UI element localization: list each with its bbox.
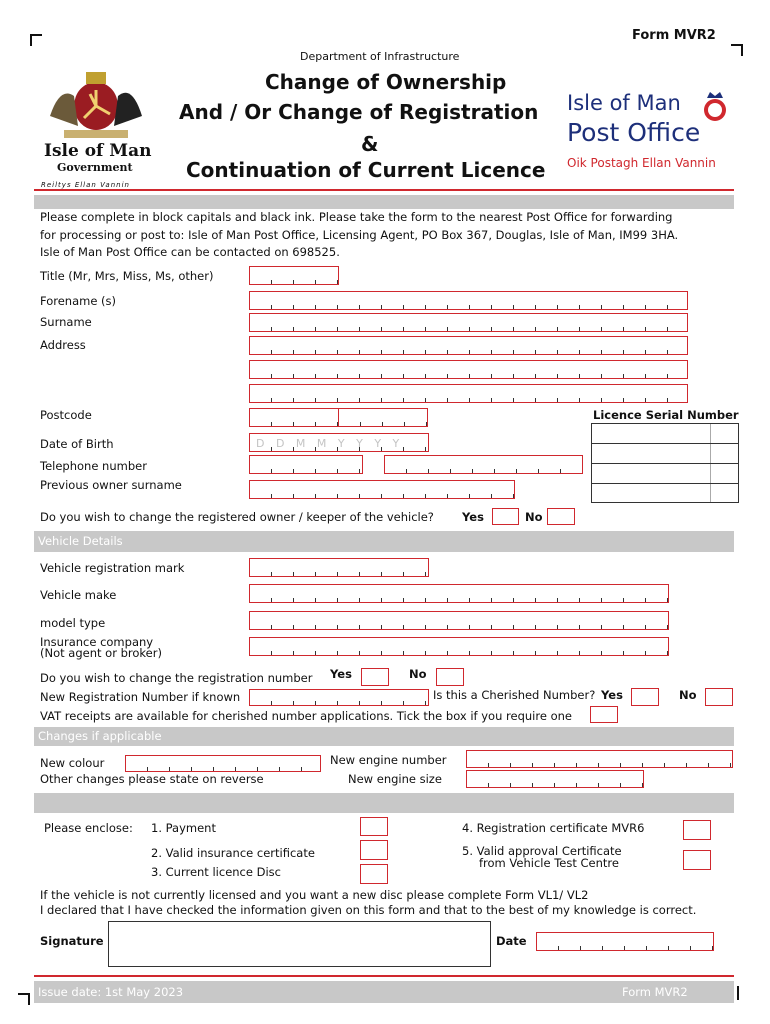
postcode-field-part-2[interactable] [338, 408, 428, 427]
crop-mark-bottom-left [18, 993, 30, 1005]
telephone-label: Telephone number [40, 459, 147, 473]
enclose-item-1-checkbox[interactable] [360, 817, 388, 836]
make-field[interactable] [249, 584, 669, 603]
gov-logo-motto: Reiltys Ellan Vannin [41, 181, 130, 189]
insurance-label-2: (Not agent or broker) [40, 646, 162, 660]
cherished-no-label: No [679, 688, 697, 702]
notes-line-1: If the vehicle is not currently licensed and you want a new disc please complete Form VL1/ VL2 [40, 888, 589, 902]
enclose-item-5-checkbox[interactable] [683, 850, 711, 870]
address-label: Address [40, 338, 86, 352]
licence-serial-grid[interactable] [591, 423, 739, 503]
change-owner-question: Do you wish to change the registered owner / keeper of the vehicle? [40, 510, 434, 524]
forename-label: Forename (s) [40, 294, 117, 308]
enclose-item-4: 4. Registration certificate MVR6 [462, 821, 645, 835]
postcode-label: Postcode [40, 408, 92, 422]
new-colour-field[interactable] [125, 755, 321, 772]
enclose-item-2: 2. Valid insurance certificate [151, 846, 315, 860]
enclose-item-5-line-2: from Vehicle Test Centre [479, 856, 619, 870]
title-line-2: And / Or Change of Registration [179, 100, 539, 124]
gov-logo-sub: Government [57, 161, 133, 174]
changes-heading: Changes if applicable [38, 729, 162, 743]
crop-mark-top-right [731, 44, 743, 56]
footer-band [34, 981, 734, 1003]
post-office-line-2: Post Office [567, 118, 701, 147]
department-label: Department of Infrastructure [300, 50, 460, 63]
signature-field[interactable] [108, 921, 491, 967]
licence-serial-label: Licence Serial Number [593, 408, 739, 422]
crop-mark-bottom-right [737, 986, 749, 1000]
title-line-1: Change of Ownership [265, 70, 507, 94]
dob-placeholder: D D M M Y Y Y Y [256, 437, 404, 450]
header-divider [34, 189, 734, 191]
new-engine-size-label: New engine size [348, 772, 442, 786]
header-grey-band [34, 195, 734, 209]
enclose-grey-band [34, 793, 734, 813]
surname-label: Surname [40, 315, 92, 329]
make-label: Vehicle make [40, 588, 117, 602]
cherished-yes-label: Yes [601, 688, 623, 702]
telephone-field-2[interactable] [384, 455, 583, 474]
change-reg-no-checkbox[interactable] [436, 668, 464, 686]
other-changes-label: Other changes please state on reverse [40, 772, 264, 786]
prev-owner-label: Previous owner surname [40, 478, 182, 492]
enclose-item-5-line-1: 5. Valid approval Certificate [462, 844, 622, 858]
model-field[interactable] [249, 611, 669, 630]
crop-mark-top-left [30, 34, 42, 46]
date-field[interactable] [536, 932, 714, 951]
change-owner-no-label: No [525, 510, 543, 524]
forename-field[interactable] [249, 291, 688, 310]
insurance-label-1: Insurance company [40, 635, 154, 649]
form-code: Form MVR2 [632, 28, 716, 43]
title-line-4: Continuation of Current Licence [186, 158, 546, 182]
footer-issue-date: Issue date: 1st May 2023 [38, 985, 184, 999]
coat-of-arms-icon [40, 66, 152, 146]
change-reg-yes-checkbox[interactable] [361, 668, 389, 686]
instructions-line-2: for processing or post to: Isle of Man Post Office, Licensing Agent, PO Box 367, Douglas, Isle of Man, IM99 3HA. [40, 228, 679, 242]
vehicle-details-heading: Vehicle Details [38, 534, 123, 548]
change-owner-no-checkbox[interactable] [547, 508, 575, 525]
post-office-line-1: Isle of Man [567, 91, 681, 115]
crown-emblem-icon [701, 90, 729, 122]
footer-form-code: Form MVR2 [622, 985, 688, 999]
new-engine-number-label: New engine number [330, 753, 447, 767]
enclose-label: Please enclose: [44, 821, 133, 835]
new-reg-label: New Registration Number if known [40, 690, 241, 704]
enclose-item-2-checkbox[interactable] [360, 840, 388, 860]
change-reg-no-label: No [409, 667, 427, 681]
postcode-field-part-1[interactable] [249, 408, 339, 427]
reg-mark-label: Vehicle registration mark [40, 561, 185, 575]
vat-text: VAT receipts are available for cherished number applications. Tick the box if you require one [40, 709, 572, 723]
address-line-2-field[interactable] [249, 360, 688, 379]
new-colour-label: New colour [40, 756, 105, 770]
title-line-3: & [361, 132, 379, 156]
new-reg-field[interactable] [249, 689, 429, 706]
signature-label: Signature [40, 934, 104, 948]
dob-label: Date of Birth [40, 437, 114, 451]
cherished-no-checkbox[interactable] [705, 688, 733, 706]
model-label: model type [40, 616, 106, 630]
change-owner-yes-label: Yes [462, 510, 484, 524]
prev-owner-field[interactable] [249, 480, 515, 499]
date-label: Date [496, 934, 527, 948]
instructions-line-1: Please complete in block capitals and black ink. Please take the form to the nearest Post Office for forwarding [40, 210, 673, 224]
telephone-field-1[interactable] [249, 455, 363, 474]
instructions-line-3: Isle of Man Post Office can be contacted on 698525. [40, 245, 340, 259]
gov-logo-name: Isle of Man [44, 141, 152, 161]
post-office-line-3: Oik Postagh Ellan Vannin [567, 156, 716, 170]
footer-divider [34, 975, 734, 977]
vat-receipt-checkbox[interactable] [590, 706, 618, 723]
title-field[interactable] [249, 266, 339, 285]
isle-of-man-government-logo [40, 66, 152, 191]
title-label: Title (Mr, Mrs, Miss, Ms, other) [40, 269, 214, 283]
new-engine-size-field[interactable] [466, 770, 644, 788]
address-line-1-field[interactable] [249, 336, 688, 355]
vehicle-details-header [34, 531, 734, 552]
changes-header [34, 727, 734, 746]
notes-line-2: I declared that I have checked the information given on this form and that to the best of my knowledge is correct. [40, 903, 697, 917]
cherished-question: Is this a Cherished Number? [433, 688, 596, 702]
enclose-item-1: 1. Payment [151, 821, 216, 835]
enclose-item-3: 3. Current licence Disc [151, 865, 281, 879]
change-reg-yes-label: Yes [330, 667, 352, 681]
enclose-item-3-checkbox[interactable] [360, 864, 388, 884]
reg-mark-field[interactable] [249, 558, 429, 577]
cherished-yes-checkbox[interactable] [631, 688, 659, 706]
new-engine-number-field[interactable] [466, 750, 733, 768]
change-reg-question: Do you wish to change the registration number [40, 671, 313, 685]
post-office-logo [567, 90, 732, 170]
address-line-3-field[interactable] [249, 384, 688, 403]
insurance-field[interactable] [249, 637, 669, 656]
change-owner-yes-checkbox[interactable] [492, 508, 519, 525]
surname-field[interactable] [249, 313, 688, 332]
enclose-item-4-checkbox[interactable] [683, 820, 711, 840]
